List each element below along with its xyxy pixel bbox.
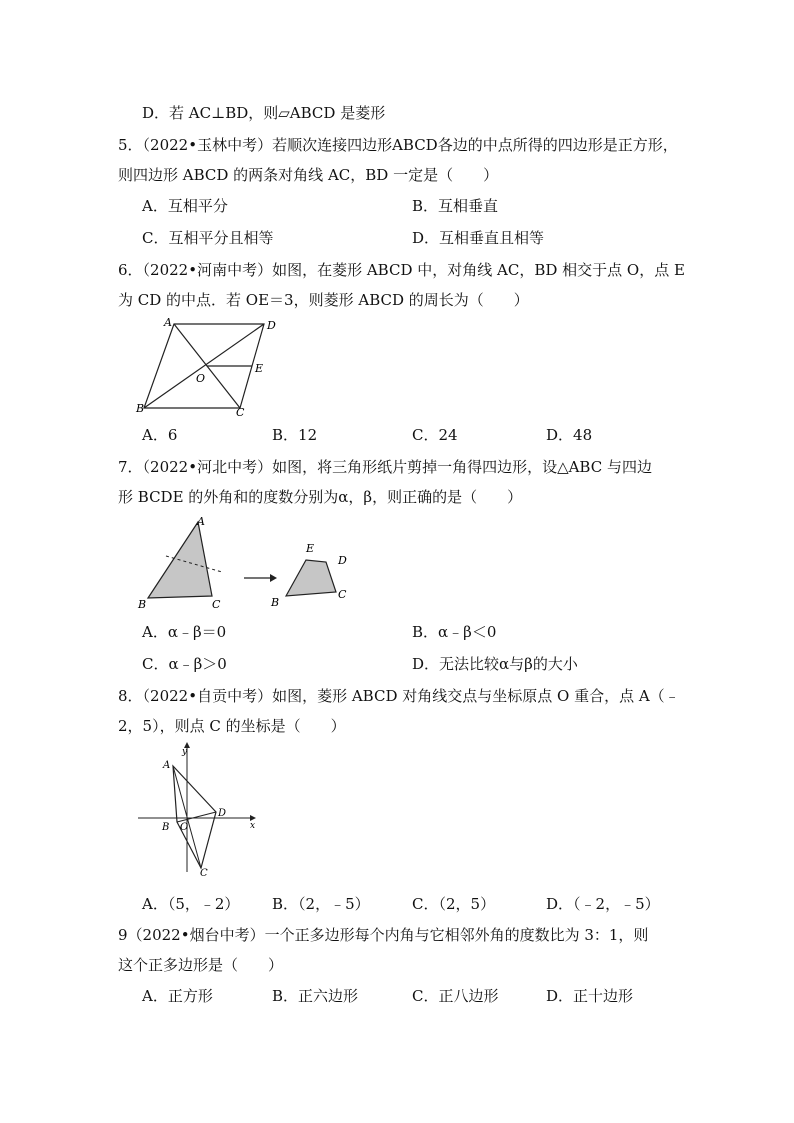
q6-label-o: O bbox=[196, 372, 206, 385]
q7-option-b: B．α﹣β＜0 bbox=[412, 623, 497, 641]
q5-stem-line2: 则四边形 ABCD 的两条对角线 AC，BD 一定是（ ） bbox=[118, 166, 499, 184]
q7-label-b1: B bbox=[138, 598, 147, 611]
q6-stem-line2: 为 CD 的中点．若 OE＝3，则菱形 ABCD 的周长为（ ） bbox=[118, 291, 529, 309]
q6-option-c: C．24 bbox=[412, 426, 458, 444]
q8-stem-line1: 8．（2022•自贡中考）如图，菱形 ABCD 对角线交点与坐标原点 O 重合，点 A（﹣ bbox=[118, 687, 680, 705]
q9-option-a: A．正方形 bbox=[142, 987, 213, 1005]
q9-option-d: D．正十边形 bbox=[546, 987, 634, 1005]
q7-triangle-figure bbox=[130, 510, 370, 615]
q5-option-a: A．互相平分 bbox=[142, 197, 228, 215]
q5-stem-line1: 5．（2022•玉林中考）若顺次连接四边形ABCD各边的中点所得的四边形是正方形， bbox=[118, 136, 678, 154]
q5-option-d: D．互相垂直且相等 bbox=[412, 229, 545, 247]
q7-label-d: D bbox=[338, 554, 347, 567]
q7-quadrilateral-bcde bbox=[286, 560, 336, 596]
q7-stem-line1: 7．（2022•河北中考）如图，将三角形纸片剪掉一角得四边形，设△ABC 与四边 bbox=[118, 458, 652, 476]
q7-arrow-head bbox=[270, 574, 277, 582]
q7-label-c1: C bbox=[212, 598, 221, 611]
q6-label-e: E bbox=[255, 362, 264, 375]
q4-option-d: D．若 AC⊥BD，则▱ABCD 是菱形 bbox=[142, 104, 386, 122]
q7-label-c2: C bbox=[338, 588, 347, 601]
q8-label-b: B bbox=[162, 822, 170, 833]
q6-option-a: A．6 bbox=[142, 426, 178, 444]
q7-label-e: E bbox=[306, 542, 315, 555]
q6-label-a: A bbox=[164, 316, 172, 329]
q6-option-b: B．12 bbox=[272, 426, 318, 444]
q8-option-a: A．（5，﹣2） bbox=[142, 895, 240, 913]
q6-label-c: C bbox=[236, 406, 245, 417]
q8-label-x: x bbox=[250, 821, 256, 831]
q8-label-o: O bbox=[180, 822, 189, 833]
q8-option-c: C．（2，5） bbox=[412, 895, 496, 913]
q7-option-c: C．α﹣β＞0 bbox=[142, 655, 227, 673]
q7-option-a: A．α﹣β＝0 bbox=[142, 623, 227, 641]
q9-option-b: B．正六边形 bbox=[272, 987, 359, 1005]
q8-diagonal-bd bbox=[177, 812, 216, 822]
q8-label-c: C bbox=[200, 868, 208, 877]
q9-stem-line1: 9（2022•烟台中考）一个正多边形每个内角与它相邻外角的度数比为 3：1，则 bbox=[118, 926, 649, 944]
q7-option-d: D．无法比较α与β的大小 bbox=[412, 655, 578, 673]
q5-option-c: C．互相平分且相等 bbox=[142, 229, 274, 247]
q5-option-b: B．互相垂直 bbox=[412, 197, 499, 215]
q8-coordinate-figure bbox=[130, 742, 270, 877]
q7-stem-line2: 形 BCDE 的外角和的度数分别为α，β，则正确的是（ ） bbox=[118, 488, 523, 506]
q8-label-y: y bbox=[182, 747, 188, 757]
q8-label-d: D bbox=[218, 808, 227, 819]
q7-label-b2: B bbox=[271, 596, 280, 609]
q7-label-a: A bbox=[197, 515, 205, 528]
q9-option-c: C．正八边形 bbox=[412, 987, 499, 1005]
q6-stem-line1: 6．（2022•河南中考）如图，在菱形 ABCD 中，对角线 AC，BD 相交于点 O，点 E bbox=[118, 261, 685, 279]
q8-option-b: B．（2，﹣5） bbox=[272, 895, 370, 913]
q9-stem-line2: 这个正多边形是（ ） bbox=[118, 956, 284, 974]
q6-label-d: D bbox=[267, 319, 276, 332]
q6-rhombus-figure bbox=[130, 312, 280, 417]
q8-option-d: D．（﹣2，﹣5） bbox=[546, 895, 660, 913]
q6-label-b: B bbox=[136, 402, 145, 415]
q8-stem-line2: 2，5），则点 C 的坐标是（ ） bbox=[118, 717, 346, 735]
q6-option-d: D．48 bbox=[546, 426, 593, 444]
q8-label-a: A bbox=[163, 760, 171, 771]
